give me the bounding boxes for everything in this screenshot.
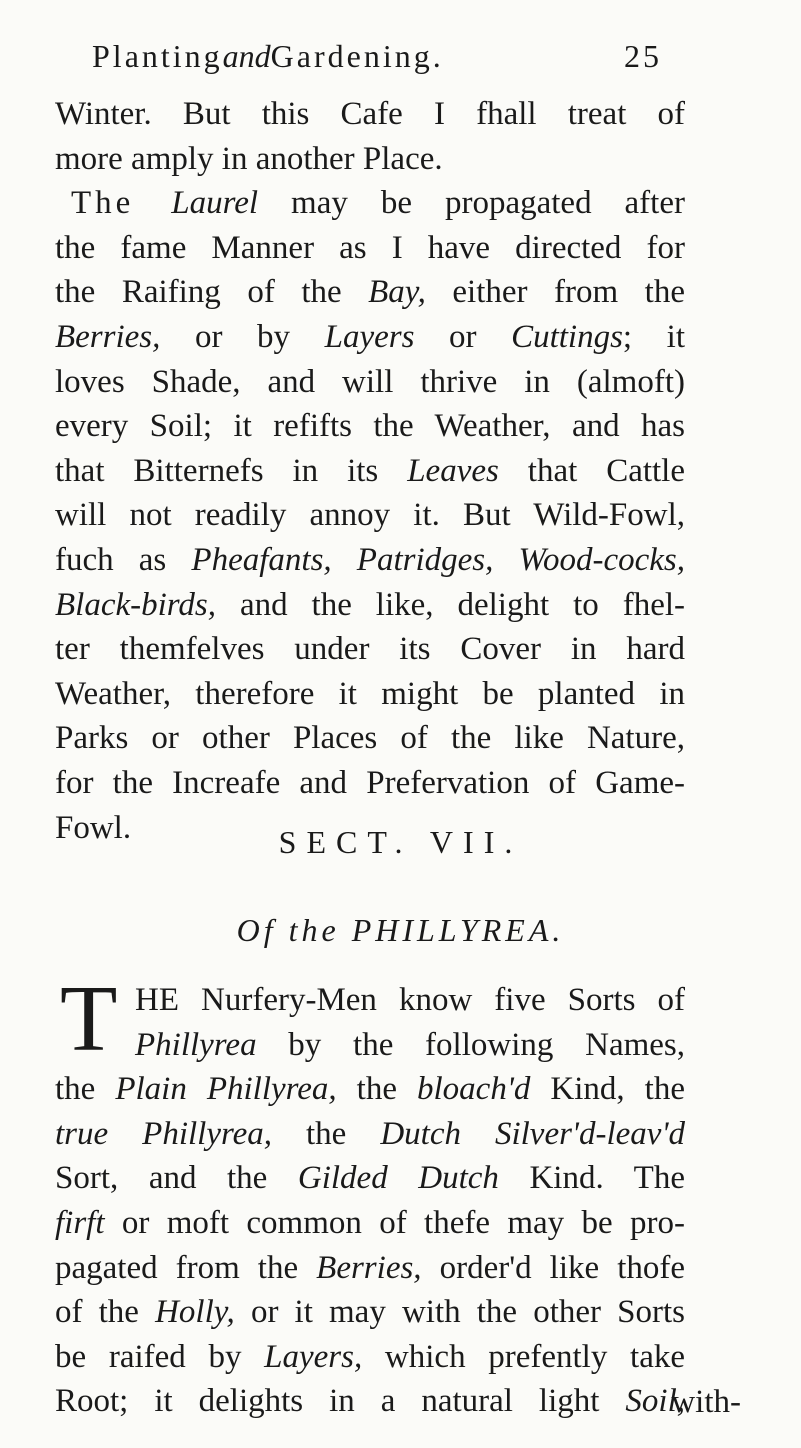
roman-run: the — [271, 1115, 381, 1152]
roman-run: the — [55, 1071, 116, 1108]
roman-run: that Cattle — [498, 452, 686, 489]
text-line — [55, 449, 685, 494]
roman-run: fuch as — [55, 541, 192, 578]
roman-run: or moft common of thefe may be pro- — [104, 1204, 685, 1241]
roman-run: every Soil; it refifts the Weather, and has — [55, 408, 685, 445]
roman-run: ter themfelves under its Cover in hard — [55, 631, 685, 668]
roman-run: or it may with the other Sorts — [234, 1294, 685, 1331]
italic-run: Holly, — [155, 1294, 235, 1331]
italic-run: firft — [55, 1204, 105, 1241]
roman-run: Kind, the — [530, 1071, 685, 1108]
roman-run: be raifed by — [55, 1338, 265, 1375]
text-line — [55, 270, 685, 315]
roman-run: which prefently take — [362, 1338, 686, 1375]
text-line — [55, 716, 685, 761]
text-line — [55, 1246, 685, 1291]
roman-run: or by — [160, 318, 325, 355]
italic-run: Cuttings — [511, 318, 623, 355]
text-line — [55, 404, 685, 449]
roman-run: Weather, therefore it might be planted in — [55, 675, 685, 712]
roman-run: ; it — [622, 318, 685, 355]
roman-run: of the — [55, 1294, 156, 1331]
italic-run: Berries, — [55, 318, 161, 355]
roman-run: that Bitternefs in its — [55, 452, 408, 489]
roman-run: HE Nurfery-Men know five Sorts of — [135, 982, 685, 1018]
roman-run: Sort, and the — [55, 1160, 298, 1197]
roman-run: may be propagated after — [258, 185, 685, 222]
italic-run: true Phillyrea, — [55, 1115, 272, 1152]
roman-run: the Raifing of the — [55, 274, 369, 311]
text-block-laurel — [55, 92, 685, 850]
text-line — [55, 761, 685, 806]
text-line — [55, 493, 685, 538]
text-line — [55, 1156, 685, 1201]
text-line — [55, 583, 685, 628]
italic-run: Layers — [324, 318, 415, 355]
running-header — [92, 38, 662, 86]
text-line — [55, 672, 685, 717]
drop-cap: T — [60, 967, 118, 1071]
text-line — [55, 978, 685, 1023]
roman-run: by the following Names, — [256, 1026, 685, 1063]
text-line — [55, 1290, 685, 1335]
roman-run: Fowl. — [55, 809, 132, 846]
italic-run: Laurel — [171, 185, 259, 222]
text-line — [55, 1335, 685, 1380]
roman-run: the — [336, 1071, 418, 1108]
italic-run: bloach'd — [417, 1071, 531, 1108]
running-title-part: Planting — [92, 38, 223, 74]
text-line — [55, 1112, 685, 1157]
roman-run: Parks or other Places of the like Nature, — [55, 720, 685, 757]
roman-run: either from the — [425, 274, 685, 311]
page-number: 25 — [624, 38, 662, 74]
italic-run: Gilded Dutch — [297, 1160, 499, 1197]
running-title-part: Gardening. — [270, 38, 444, 74]
italic-run: Leaves — [407, 452, 499, 489]
text-line — [55, 1379, 685, 1424]
text-line — [55, 627, 685, 672]
text-line — [55, 360, 685, 405]
text-block-phillyrea — [55, 978, 685, 1424]
text-line: more amply in another Place. — [55, 140, 443, 177]
text-line — [55, 181, 685, 226]
section-heading: SECT. VII. — [278, 824, 523, 860]
roman-run: order'd like thofe — [421, 1249, 685, 1286]
running-title-and: and — [222, 38, 271, 74]
text-line — [55, 1023, 685, 1068]
italic-run: Bay, — [368, 274, 426, 311]
roman-run: will not readily annoy it. But Wild-Fowl, — [55, 497, 685, 534]
running-title — [92, 38, 444, 75]
catchword: with- — [671, 1384, 741, 1420]
text-line — [55, 538, 685, 583]
text-line — [55, 226, 685, 271]
italic-run: Pheafants, Patridges, Wood-cocks, — [191, 541, 685, 578]
italic-run: Dutch Silver'd-leav'd — [380, 1115, 685, 1152]
text-line: Winter. But this Cafe I fhall treat of — [55, 96, 685, 132]
roman-run: pagated from the — [55, 1249, 317, 1286]
italic-run: Phillyrea — [135, 1026, 257, 1063]
roman-run: for the Increafe and Prefervation of Game- — [55, 764, 685, 801]
italic-run: Soil, — [625, 1383, 685, 1420]
italic-run: Black-birds, — [55, 586, 216, 623]
italic-run: Plain Phillyrea, — [115, 1071, 337, 1108]
roman-run: the fame Manner as I have directed for — [55, 229, 685, 266]
italic-run: Layers, — [264, 1338, 363, 1375]
roman-run: and the like, delight to fhel- — [216, 586, 685, 623]
roman-run: Root; it delights in a natural light — [55, 1383, 626, 1420]
roman-run: The — [71, 185, 172, 222]
section-title: Of the PHILLYREA. — [236, 912, 565, 948]
roman-run: loves Shade, and will thrive in (almoft) — [55, 363, 685, 400]
text-line — [55, 315, 685, 360]
text-line — [55, 1201, 685, 1246]
text-line — [55, 1067, 685, 1112]
roman-run: Kind. The — [498, 1160, 685, 1197]
roman-run: or — [414, 318, 512, 355]
italic-run: Berries, — [316, 1249, 422, 1286]
